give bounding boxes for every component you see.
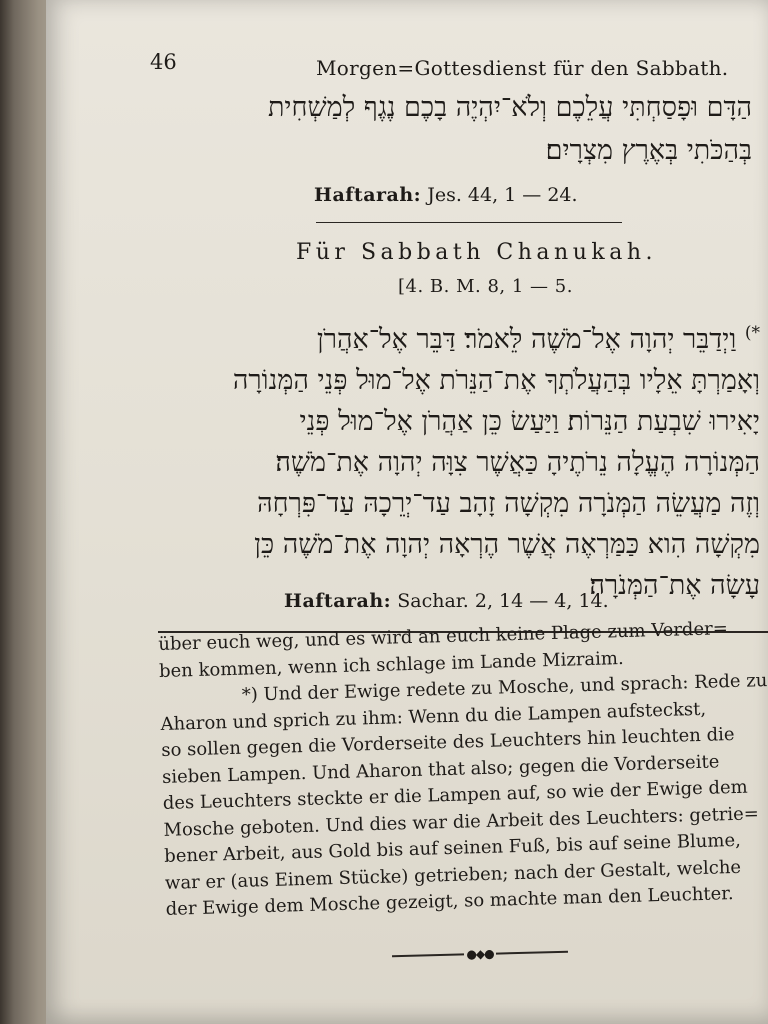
haftarah-citation: Sachar. 2, 14 — 4, 14.: [397, 590, 609, 612]
running-head: Morgen=Gottesdienst für den Sabbath.: [316, 56, 729, 80]
translation-line: so sollen gegen die Vorderseite des Leuchters hin leuchten die: [161, 723, 735, 761]
translation-line: *) Und der Ewige redete zu Mosche, und sprach: Rede zu: [241, 670, 768, 706]
hebrew-passage-top: [142, 86, 752, 172]
hebrew-line: הַדָּם וּפָסַחְתִּי עֲלֵכֶם וְלֹא־יִהְיֶה בָכֶם נֶגֶף לְמַשְׁחִית: [267, 92, 752, 123]
hebrew-line: הַמְּנוֹרָה הֶעֱלָה נֵרֹתֶיהָ כַּאֲשֶׁר צִוָּה יְהוָה אֶת־מֹשֶׁה׃: [275, 447, 760, 478]
hebrew-line: [142, 313, 760, 360]
haftarah-label: Haftarah:: [314, 184, 422, 206]
hebrew-passage-main: [142, 313, 760, 606]
section-title: Für Sabbath Chanukah.: [296, 240, 657, 265]
haftarah-citation: Jes. 44, 1 — 24.: [427, 184, 578, 206]
hebrew-line: וְאָמַרְתָּ אֵלָיו בְּהַעֲלֹתְךָ אֶת־הַנֵּרֹת אֶל־מוּל פְּנֵי הַמְּנוֹרָה: [232, 365, 760, 396]
haftarah-reference: [284, 590, 609, 612]
german-translation: [158, 615, 768, 923]
section-reference: [4. B. M. 8, 1 — 5.: [398, 276, 573, 297]
translation-line: Mosche geboten. Und dies war die Arbeit des Leuchters: getrie=: [163, 802, 760, 841]
ornament-rule: [392, 942, 568, 967]
page-number: 46: [150, 50, 177, 74]
section-divider: [316, 222, 622, 223]
haftarah-label: Haftarah:: [284, 590, 392, 612]
translation-line: war er (aus Einem Stücke) getrieben; nach der Gestalt, welche: [164, 856, 742, 894]
translation-line: ben kommen, wenn ich schlage im Lande Mizraim.: [158, 647, 624, 682]
footnote-mark: *): [744, 323, 760, 343]
hebrew-line: עָשָׂה אֶת־הַמְּנֹרָה׃: [589, 570, 760, 601]
translation-line: Aharon und sprich zu ihm: Wenn du die Lampen aufsteckst,: [160, 698, 707, 735]
hebrew-line: מִקְשָׁה הִוא כַּמַּרְאֶה אֲשֶׁר הֶרְאָה יְהוָה אֶת־מֹשֶׁה כֵּן: [254, 529, 760, 560]
book-page: [46, 0, 768, 1024]
hebrew-line: וְזֶה מַעֲשֵׂה הַמְּנֹרָה מִקְשָׁה זָהָב עַד־יְרֵכָהּ עַד־פִּרְחָהּ: [257, 488, 760, 519]
translation-line: der Ewige dem Mosche gezeigt, so machte man den Leuchter.: [165, 883, 734, 920]
hebrew-line: בְּהַכֹּתִי בְּאֶרֶץ מִצְרָיִם׃: [545, 135, 752, 166]
translation-line: des Leuchters steckte er die Lampen auf, so wie der Ewige dem: [162, 776, 748, 814]
translation-line: über euch weg, und es wird an euch keine Plage zum Verder=: [158, 618, 729, 655]
ornament-bar: [496, 951, 568, 955]
translation-line: bener Arbeit, aus Gold bis auf seinen Fuß, bis auf seine Blume,: [163, 829, 742, 867]
hebrew-line-text: וַיְדַבֵּר יְהוָה אֶל־מֹשֶׁה לֵּאמֹר׃ דַּבֵּר אֶל־אַהֲרֹן: [316, 324, 737, 355]
translation-line: sieben Lampen. Und Aharon that also; gegen die Vorderseite: [161, 750, 720, 788]
hebrew-line: יָאִירוּ שִׁבְעַת הַנֵּרוֹת׃ וַיַּעַשׂ כֵּן אַהֲרֹן אֶל־מוּל פְּנֵי: [299, 406, 760, 437]
haftarah-reference: [314, 184, 578, 206]
ornament-beads-icon: ●◆●: [466, 946, 494, 962]
ornament-bar: [392, 953, 464, 957]
